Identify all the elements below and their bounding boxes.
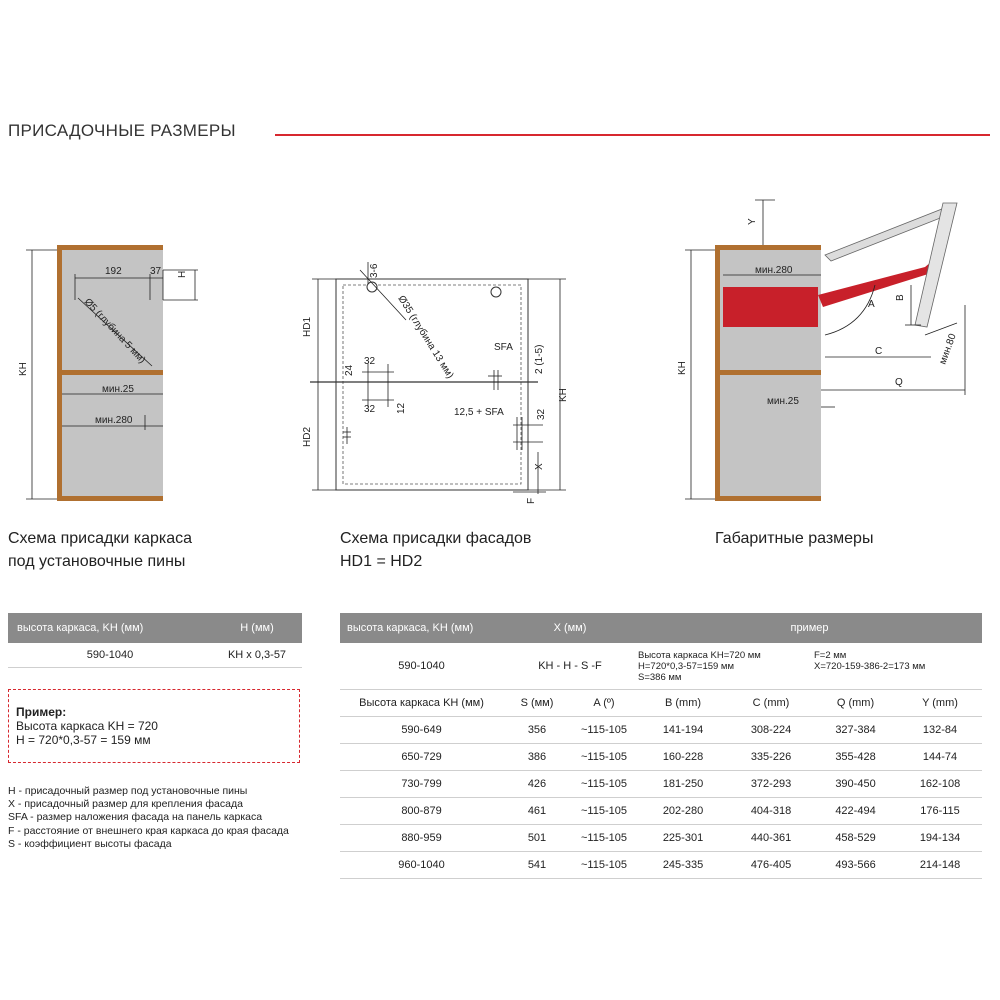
table-cell: 327-384 [813,717,898,744]
table-cell: 162-108 [898,771,982,798]
dim-24: 24 [344,364,355,376]
table-cell: 501 [503,825,571,852]
cell-h: KH x 0,3-57 [212,643,302,668]
table-cell: 335-226 [729,744,813,771]
caption-facade-line1: Схема присадки фасадов [340,530,532,547]
min-25: мин.25 [102,384,134,395]
dim-37: 37 [150,266,162,277]
dimensions-table [340,613,982,879]
dim-32-bottom: 32 [364,404,376,415]
col-header-example: пример [637,613,982,643]
table-cell: 194-134 [898,825,982,852]
table-cell: 141-194 [637,717,729,744]
lift-mechanism [723,287,818,327]
min-280: мин.280 [95,415,133,426]
table-cell: 202-280 [637,798,729,825]
table-cell: 356 [503,717,571,744]
table-row [340,798,982,825]
column-header-cell: Q (mm) [813,690,898,717]
column-header-cell: A (º) [571,690,637,717]
facade-outline [336,279,528,490]
hinge-hole-icon [491,287,501,297]
dim-c: C [875,346,883,357]
cell-example-2 [813,643,982,690]
example-line2: H = 720*0,3-57 = 159 мм [16,733,151,747]
example-2-line1: F=2 мм [814,650,847,661]
table-cell: 960-1040 [340,852,503,879]
note-item: F - расстояние от внешнего края каркаса до края фасада [8,824,289,837]
dim-f: F [526,497,537,504]
dim-a: A [868,299,875,310]
table-cell: 390-450 [813,771,898,798]
cell-x-formula: KH - H - S -F [503,643,637,690]
column-header-cell: C (mm) [729,690,813,717]
example-heading: Пример: [16,705,67,719]
table-cell: ~115-105 [571,798,637,825]
caption-facade-line2: HD1 = HD2 [340,553,423,570]
cabinet-height-table [8,613,302,668]
formula-row [340,643,982,690]
caption-cabinet-line1: Схема присадки каркаса [8,530,193,547]
facade-drilling-diagram [298,252,588,510]
shelf-edge [57,370,163,375]
caption-overall: Габаритные размеры [715,530,874,547]
table-cell: 355-428 [813,744,898,771]
col-header-x: X (мм) [503,613,637,643]
column-header-cell: S (мм) [503,690,571,717]
example-1-line3: S=386 мм [638,671,682,683]
note-item: H - присадочный размер под установочные пины [8,785,248,797]
dim-2-1-5: 2 (1-5) [534,344,545,374]
dim-h: H [177,270,188,278]
overall-dimensions-diagram [675,195,975,505]
col-header-kh: высота каркаса, KH (мм) [340,613,503,643]
hd1-label: HD1 [302,316,313,337]
table-cell: 730-799 [340,771,503,798]
page-title: ПРИСАДОЧНЫЕ РАЗМЕРЫ [8,121,236,140]
column-header-cell: B (mm) [637,690,729,717]
table-cell: 372-293 [729,771,813,798]
table-cell: 308-224 [729,717,813,744]
dim-kh: KH [677,361,688,375]
caption-facade [340,527,531,573]
table-cell: 225-301 [637,825,729,852]
bottom-edge [715,496,821,501]
table-cell: 386 [503,744,571,771]
dim-12-5-sfa: 12,5 + SFA [454,407,504,418]
table-cell: 800-879 [340,798,503,825]
table-cell: 461 [503,798,571,825]
table-cell: 458-529 [813,825,898,852]
table-cell: 160-228 [637,744,729,771]
dim-12: 12 [396,402,407,414]
table-cell: 404-318 [729,798,813,825]
table-cell: ~115-105 [571,852,637,879]
table-cell: 181-250 [637,771,729,798]
top-edge [57,245,163,250]
min-25: мин.25 [767,396,799,407]
table-row [340,717,982,744]
cell-example-1 [637,643,813,690]
table-cell: 493-566 [813,852,898,879]
table-cell: ~115-105 [571,717,637,744]
example-2-line2: X=720-159-386-2=173 мм [814,661,926,672]
table-cell: 176-115 [898,798,982,825]
side-edge [715,245,720,501]
dim-32-top: 32 [364,356,376,367]
table-cell: 214-148 [898,852,982,879]
column-header-cell: Y (mm) [898,690,982,717]
shelf-edge [715,370,821,375]
table-cell: 650-729 [340,744,503,771]
table-cell: 144-74 [898,744,982,771]
table-cell: 590-649 [340,717,503,744]
legend-notes [8,785,289,851]
facade-hole-label: Ø35 (глубина 13 мм) [395,293,456,381]
table-row [340,744,982,771]
dim-32-right: 32 [536,408,547,420]
hd2-label: HD2 [302,426,313,447]
sfa-label: SFA [494,342,513,353]
side-edge [57,245,62,501]
dim-kh: KH [18,362,29,376]
table-row [340,825,982,852]
note-item: X - присадочный размер для крепления фасада [8,798,243,811]
note-item: SFA - размер наложения фасада на панель каркаса [8,811,263,824]
dim-3-6: 3-6 [369,263,380,278]
min-80: мин.80 [937,332,959,367]
table-cell: 132-84 [898,717,982,744]
table-row [340,771,982,798]
hole-label: Ø5 (глубина 5 мм) [81,296,148,366]
note-item: S - коэффициент высоты фасада [8,837,172,850]
dim-x: X [534,463,545,470]
table-cell: 440-361 [729,825,813,852]
table-row [340,852,982,879]
dim-b: B [895,294,906,301]
dim-kh: KH [558,388,569,402]
table-cell: ~115-105 [571,744,637,771]
table-row [8,643,302,668]
title-rule [275,134,990,136]
example-line1: Высота каркаса KH = 720 [16,719,158,733]
example-1-line2: H=720*0,3-57=159 мм [638,660,734,672]
table-cell: ~115-105 [571,771,637,798]
bottom-edge [57,496,163,501]
example-box [8,689,300,763]
column-header-row [340,690,982,717]
table-cell: 422-494 [813,798,898,825]
dim-192: 192 [105,266,122,277]
table-cell: 426 [503,771,571,798]
dim-q: Q [895,377,903,388]
col-header-kh: высота каркаса, KH (мм) [8,613,212,643]
dim-y: Y [747,218,758,225]
table-cell: 245-335 [637,852,729,879]
column-header-cell: Высота каркаса KH (мм) [340,690,503,717]
example-1-line1: Высота каркаса KH=720 мм [638,649,761,661]
table-cell: 476-405 [729,852,813,879]
cell-kh-range: 590-1040 [340,643,503,690]
col-header-h: H (мм) [212,613,302,643]
table-cell: 880-959 [340,825,503,852]
cabinet-drilling-diagram [20,240,210,510]
table-cell: 541 [503,852,571,879]
caption-cabinet-line2: под установочные пины [8,553,186,570]
table-cell: ~115-105 [571,825,637,852]
cell-kh: 590-1040 [8,643,212,668]
top-edge [715,245,821,250]
caption-cabinet [8,527,192,573]
min-280: мин.280 [755,265,793,276]
